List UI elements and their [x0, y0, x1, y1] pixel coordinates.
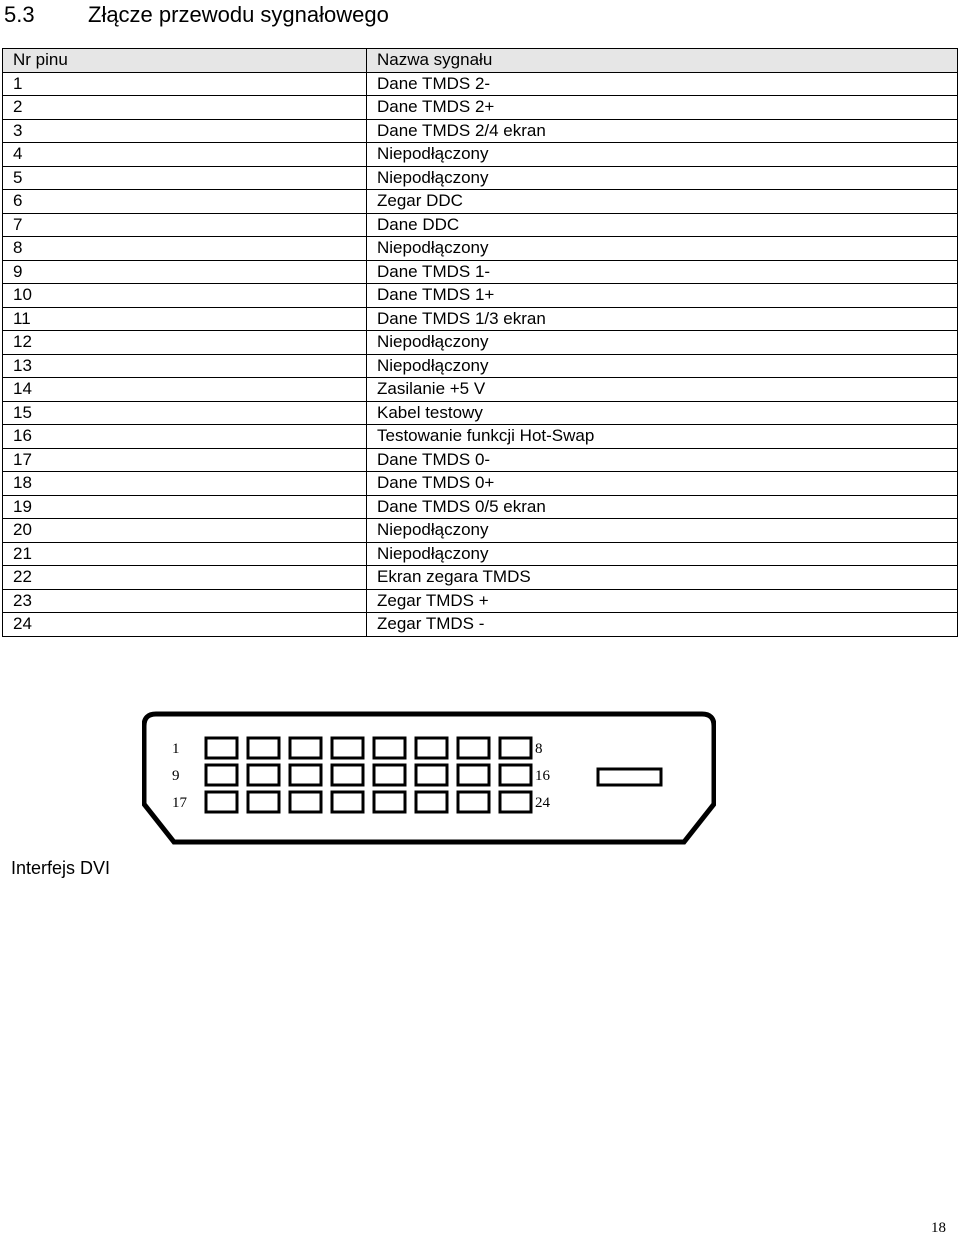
signal-name: Kabel testowy — [367, 401, 958, 425]
connector-pin — [248, 738, 279, 758]
signal-name: Dane DDC — [367, 213, 958, 237]
pin-number: 24 — [3, 613, 367, 637]
table-row — [3, 96, 958, 120]
table-row — [3, 237, 958, 261]
signal-name: Niepodłączony — [367, 143, 958, 167]
connector-pin — [374, 792, 405, 812]
connector-pin — [332, 738, 363, 758]
connector-pin — [332, 765, 363, 785]
signal-name: Dane TMDS 1+ — [367, 284, 958, 308]
table-row — [3, 542, 958, 566]
connector-pin — [416, 738, 447, 758]
connector-pin — [416, 765, 447, 785]
pin-label-left: 9 — [172, 768, 180, 784]
signal-name: Zegar DDC — [367, 190, 958, 214]
table-row — [3, 143, 958, 167]
pin-number: 2 — [3, 96, 367, 120]
pin-number: 21 — [3, 542, 367, 566]
pin-number: 13 — [3, 354, 367, 378]
pin-number: 5 — [3, 166, 367, 190]
pin-label-left: 17 — [172, 795, 187, 811]
table-row — [3, 613, 958, 637]
signal-name: Niepodłączony — [367, 331, 958, 355]
signal-name: Niepodłączony — [367, 519, 958, 543]
connector-pin — [374, 765, 405, 785]
connector-pin — [206, 792, 237, 812]
signal-name: Zegar TMDS + — [367, 589, 958, 613]
connector-pin — [206, 765, 237, 785]
section-heading — [4, 0, 389, 30]
dvi-connector-diagram — [142, 709, 716, 846]
connector-pin — [290, 765, 321, 785]
table-row — [3, 425, 958, 449]
pin-number: 17 — [3, 448, 367, 472]
table-row — [3, 589, 958, 613]
signal-name: Dane TMDS 1/3 ekran — [367, 307, 958, 331]
table-row — [3, 190, 958, 214]
table-row — [3, 378, 958, 402]
signal-name: Dane TMDS 0/5 ekran — [367, 495, 958, 519]
connector-pin — [248, 765, 279, 785]
signal-name: Niepodłączony — [367, 237, 958, 261]
table-row — [3, 72, 958, 96]
pin-number: 14 — [3, 378, 367, 402]
signal-name: Dane TMDS 0+ — [367, 472, 958, 496]
pin-number: 8 — [3, 237, 367, 261]
section-number: 5.3 — [4, 2, 35, 27]
pin-number: 9 — [3, 260, 367, 284]
table-row — [3, 331, 958, 355]
connector-pin — [290, 792, 321, 812]
table-row — [3, 472, 958, 496]
signal-name: Dane TMDS 0- — [367, 448, 958, 472]
connector-pin — [248, 792, 279, 812]
ground-blade — [598, 769, 661, 785]
figure-caption: Interfejs DVI — [11, 858, 111, 878]
pin-number: 4 — [3, 143, 367, 167]
signal-name: Testowanie funkcji Hot-Swap — [367, 425, 958, 449]
connector-pin — [458, 765, 489, 785]
pin-label-right: 24 — [535, 795, 550, 811]
page-number: 18 — [931, 1220, 946, 1236]
connector-pin — [416, 792, 447, 812]
connector-pin — [332, 792, 363, 812]
signal-name: Dane TMDS 1- — [367, 260, 958, 284]
table-row — [3, 401, 958, 425]
pin-number: 12 — [3, 331, 367, 355]
signal-name: Dane TMDS 2/4 ekran — [367, 119, 958, 143]
table-row — [3, 119, 958, 143]
connector-pin — [206, 738, 237, 758]
table-row — [3, 566, 958, 590]
pin-number: 18 — [3, 472, 367, 496]
table-row — [3, 260, 958, 284]
table-row — [3, 307, 958, 331]
table-row — [3, 213, 958, 237]
column-header-pin: Nr pinu — [3, 49, 367, 73]
connector-pin — [458, 792, 489, 812]
pin-number: 16 — [3, 425, 367, 449]
table-row — [3, 519, 958, 543]
table-header-row — [3, 49, 958, 73]
connector-pin — [290, 738, 321, 758]
signal-name: Niepodłączony — [367, 542, 958, 566]
pin-label-left: 1 — [172, 741, 180, 757]
pin-number: 15 — [3, 401, 367, 425]
pin-number: 3 — [3, 119, 367, 143]
pin-number: 20 — [3, 519, 367, 543]
signal-name: Zegar TMDS - — [367, 613, 958, 637]
connector-pin — [374, 738, 405, 758]
pin-number: 11 — [3, 307, 367, 331]
pin-number: 1 — [3, 72, 367, 96]
signal-name: Dane TMDS 2+ — [367, 96, 958, 120]
pin-label-right: 16 — [535, 768, 550, 784]
signal-name: Niepodłączony — [367, 166, 958, 190]
connector-pin — [500, 765, 531, 785]
pin-number: 19 — [3, 495, 367, 519]
pin-number: 7 — [3, 213, 367, 237]
section-title: Złącze przewodu sygnałowego — [88, 2, 389, 27]
table-row — [3, 284, 958, 308]
connector-pin — [500, 738, 531, 758]
pin-number: 6 — [3, 190, 367, 214]
signal-name: Zasilanie +5 V — [367, 378, 958, 402]
connector-pin — [500, 792, 531, 812]
table-row — [3, 166, 958, 190]
column-header-signal: Nazwa sygnału — [367, 49, 958, 73]
connector-pin — [458, 738, 489, 758]
signal-name: Ekran zegara TMDS — [367, 566, 958, 590]
pin-table — [2, 48, 958, 637]
pin-number: 10 — [3, 284, 367, 308]
signal-name: Niepodłączony — [367, 354, 958, 378]
signal-name: Dane TMDS 2- — [367, 72, 958, 96]
table-row — [3, 448, 958, 472]
pin-number: 23 — [3, 589, 367, 613]
table-row — [3, 495, 958, 519]
pin-number: 22 — [3, 566, 367, 590]
pin-label-right: 8 — [535, 741, 543, 757]
table-row — [3, 354, 958, 378]
